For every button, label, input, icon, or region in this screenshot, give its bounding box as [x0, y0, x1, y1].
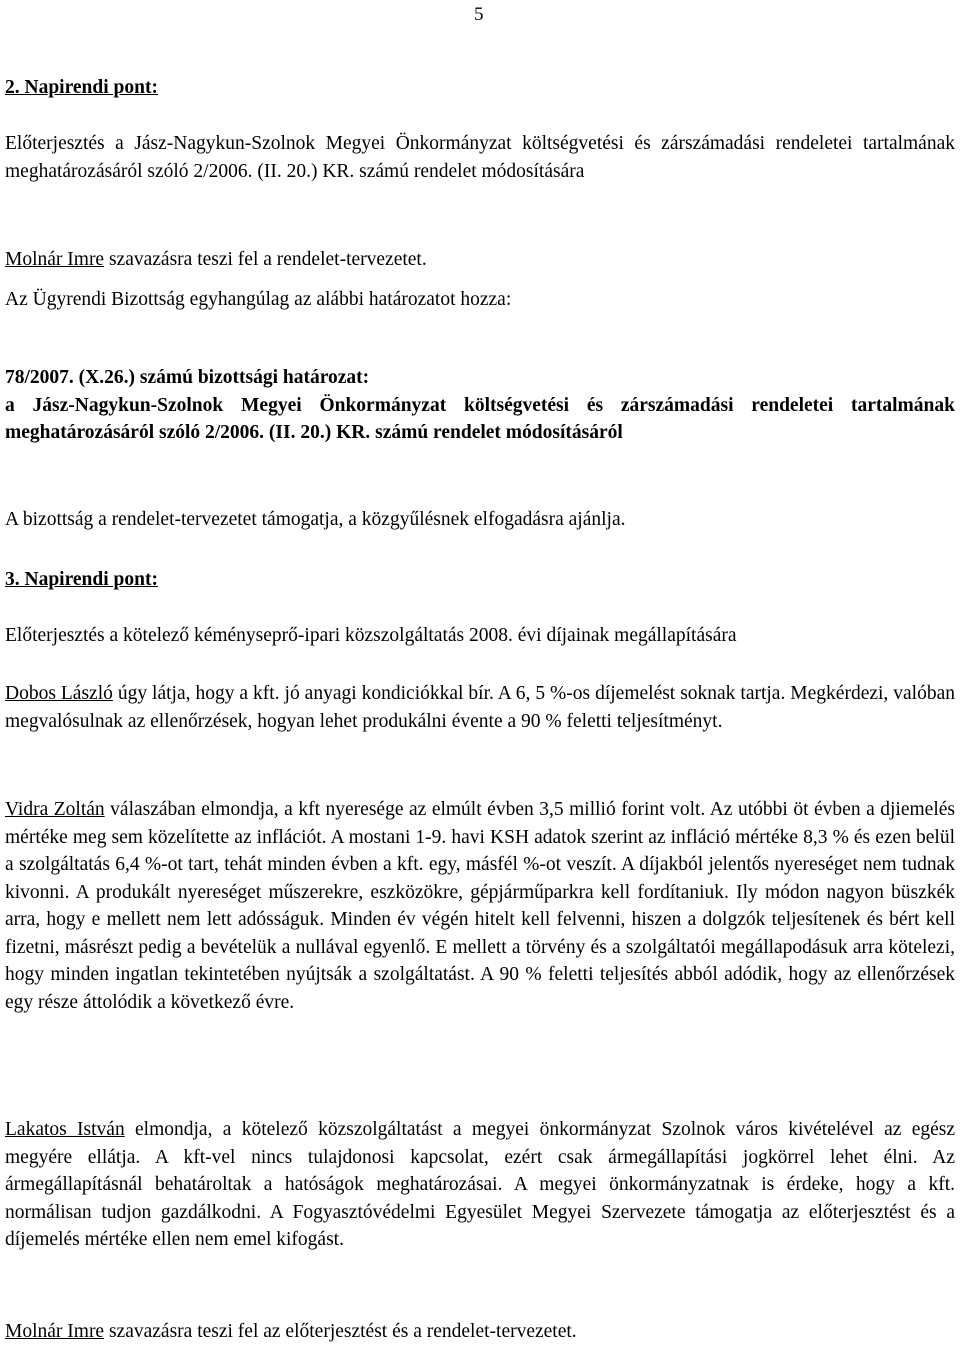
speaker-name: Vidra Zoltán: [5, 799, 105, 820]
agenda-item-2-proposal: Előterjesztés a Jász-Nagykun-Szolnok Megyei Önkormányzat költségvetési és zárszámadási rendeletei tartalmának meghatározásáról szóló 2/2006. (II. 20.) KR. számú rendelet módosítására: [5, 133, 955, 182]
speaker-name: Molnár Imre: [5, 249, 105, 270]
speaker-name: Dobos László: [5, 683, 113, 704]
agenda-item-3-heading: 3. Napirendi pont:: [5, 569, 158, 590]
speaker-paragraph: [5, 796, 955, 1016]
speaker-name: Molnár Imre: [5, 1321, 105, 1342]
page-number: 5: [474, 4, 484, 25]
speaker-paragraph: [5, 1116, 955, 1254]
resolution-body: a Jász-Nagykun-Szolnok Megyei Önkormányzat költségvetési és zárszámadási rendeletei tartalmának meghatározásáról szóló 2/2006. (II. 20.) KR. számú rendelet módosításáról: [5, 394, 955, 443]
committee-statement: Az Ügyrendi Bizottság egyhangúlag az alábbi határozatot hozza:: [5, 289, 512, 310]
speaker-text: szavazásra teszi fel a rendelet-tervezetet.: [104, 249, 427, 270]
resolution-conclusion: A bizottság a rendelet-tervezetet támogatja, a közgyűlésnek elfogadásra ajánlja.: [5, 509, 626, 530]
speaker-text: elmondja, a kötelező közszolgáltatást a megyei önkormányzat Szolnok város kivételével az egész megyére ellátja. A kft-vel nincs tulajdonosi kapcsolat, ezért csak ármegállapítási jogkörrel lehet élni. Az ármegállapításnál behatároltak a hatóságok meghatározásai. A megyei önkormányzatnak is érdeke, hogy a kft. normálisan tudjon gazdálkodni. A Fogyasztóvédelmi Egyesület Megyei Szervezete támogatja az előterjesztést és a díjemelés mértéke ellen nem emel kifogást.: [5, 1119, 955, 1250]
speaker-text: szavazásra teszi fel az előterjesztést és a rendelet-tervezetet.: [104, 1321, 577, 1342]
speaker-text: válaszában elmondja, a kft nyeresége az elmúlt évben 3,5 millió forint volt. Az utóbbi öt évben a djiemelés mértéke meg sem közelítette az inflációt. A mostani 1-9. havi KSH adatok szerint az infláció mértéke 8,3 % és ezen belül a szolgáltatás 6,4 %-ot tart, tehát minden évben a kft. egy, másfél %-ot veszít. A díjakból jelentős nyereséget nem tudnak kivonni. A produkált nyereséget műszerekre, eszközökre, gépjárműparkra kell fordítaniuk. Ily módon nagyon büszkék arra, hogy e mellett nem lett adósságuk. Minden év végén hitelt kell felvenni, hiszen a dolgzók teljesítenek és bért kell fizetni, másrészt pedig a bevételük a nullával egyenlő. E mellett a törvény és a szolgáltatói megállapodásuk arra kötelezi, hogy minden ingatlan tekintetében nyújtsák a szolgáltatást. A 90 % feletti teljesítés abból adódik, hogy az ellenőrzések egy része áttolódik a következő évre.: [5, 799, 955, 1013]
speaker-text: úgy látja, hogy a kft. jó anyagi kondiciókkal bír. A 6, 5 %-os díjemelést soknak tartja. Megkérdezi, valóban megvalósulnak az ellenőrzések, hogyan lehet produkálni évente a 90 % feletti teljesítményt.: [5, 683, 955, 732]
speaker-paragraph: [5, 1318, 955, 1346]
speaker-paragraph: [5, 680, 955, 735]
agenda-item-3-proposal: Előterjesztés a kötelező kéményseprő-ipari közszolgáltatás 2008. évi díjainak megállapítására: [5, 625, 737, 646]
speaker-name: Lakatos István: [5, 1119, 125, 1140]
agenda-item-2-vote-paragraph: [5, 246, 955, 274]
agenda-item-2-heading: 2. Napirendi pont:: [5, 77, 158, 98]
resolution-title: 78/2007. (X.26.) számú bizottsági határozat:: [5, 367, 370, 388]
